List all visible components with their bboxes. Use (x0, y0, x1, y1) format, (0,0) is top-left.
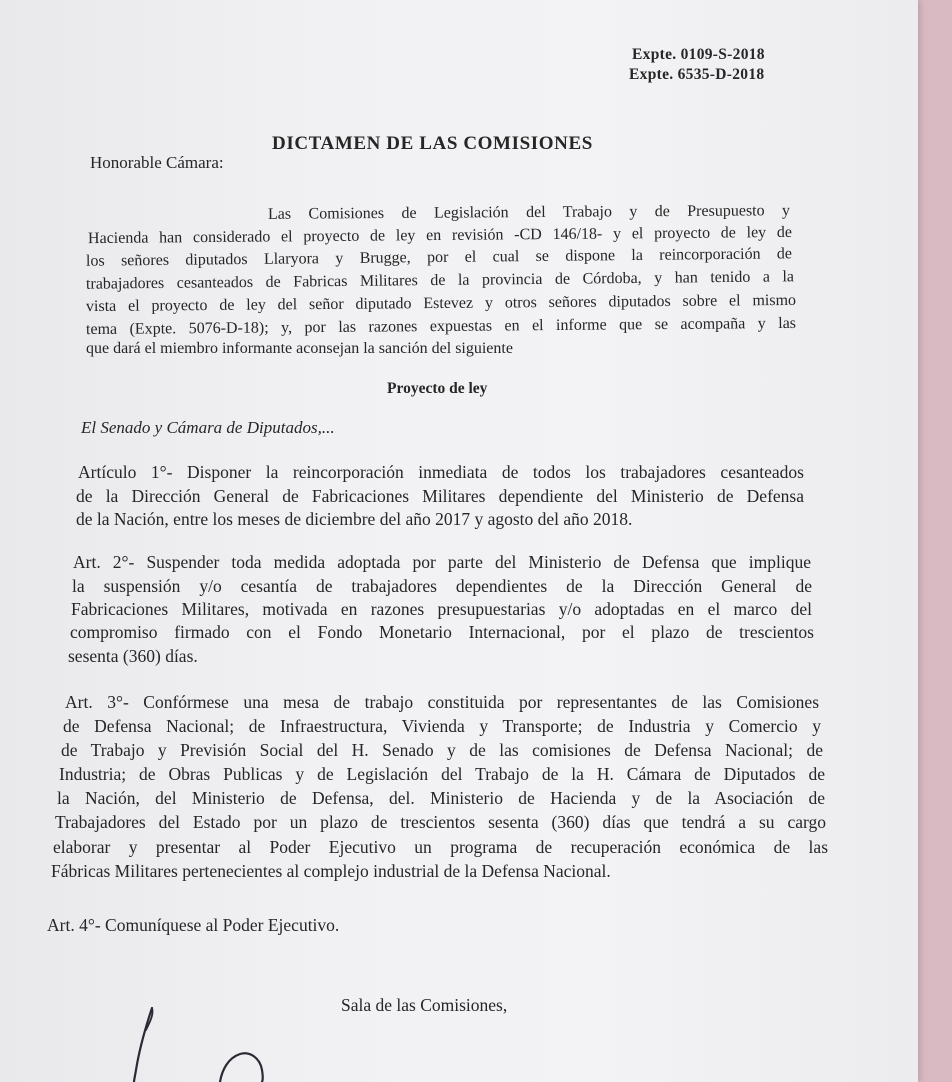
article-3-line-3: de Trabajo y Previsión Social del H. Senado y de las comisiones de Defensa Nacional; de (61, 740, 823, 760)
article-3-line-7: elaborar y presentar al Poder Ejecutivo un programa de recuperación económica de las (53, 837, 828, 857)
document-title: DICTAMEN DE LAS COMISIONES (272, 133, 593, 154)
intro-line-4: trabajadores cesanteados de Fabricas Militares de la provincia de Córdoba, y han tenido a la (85, 268, 795, 293)
intro-line-6: tema (Expte. 5076-D-18); y, por las razones expuestas en el informe que se acompaña y las (85, 314, 797, 339)
article-3-line-5: la Nación, del Ministerio de Defensa, del. Ministerio de Hacienda y de la Asociación de (57, 788, 825, 808)
expte-number-2: Expte. 6535-D-2018 (629, 66, 765, 83)
article-2-line-2: la suspensión y/o cesantía de trabajadores dependientes de la Dirección General de (72, 576, 812, 596)
preamble: El Senado y Cámara de Diputados,... (81, 418, 335, 437)
article-3-line-1: Art. 3°- Confórmese una mesa de trabajo constituida por representantes de las Comisiones (65, 692, 819, 712)
expte-number-1: Expte. 0109-S-2018 (632, 46, 765, 63)
article-2-line-4: compromiso firmado con el Fondo Monetario Internacional, por el plazo de trescientos (70, 622, 814, 642)
signature-scribble (110, 1000, 310, 1082)
article-1-line-3: de la Nación, entre los meses de diciembre del año 2017 y agosto del año 2018. (76, 509, 633, 529)
intro-line-1: Las Comisiones de Legislación del Trabajo y de Presupuesto y (267, 202, 791, 223)
article-1-line-1: Artículo 1°- Disponer la reincorporación inmediata de todos los trabajadores cesanteados (78, 462, 804, 482)
article-1-line-2: de la Dirección General de Fabricaciones Militares dependiente del Ministerio de Defensa (76, 486, 804, 506)
article-2-line-5: sesenta (360) días. (68, 646, 198, 666)
intro-line-7: que dará el miembro informante aconsejan la sanción del siguiente (86, 340, 513, 357)
article-4-line-1: Art. 4°- Comuníquese al Poder Ejecutivo. (47, 915, 340, 935)
intro-line-3: los señores diputados Llaryora y Brugge, por el cual se dispone la reincorporación de (85, 245, 793, 270)
closing-text: Sala de las Comisiones, (341, 995, 508, 1015)
intro-line-2: Hacienda han considerado el proyecto de ley en revisión -CD 146/18- y el proyecto de ley de (87, 223, 793, 248)
article-3-line-8: Fábricas Militares pertenecientes al complejo industrial de la Defensa Nacional. (51, 861, 611, 881)
article-2-line-1: Art. 2°- Suspender toda medida adoptada por parte del Ministerio de Defensa que implique (73, 552, 811, 572)
article-2-line-3: Fabricaciones Militares, motivada en razones presupuestarias y/o adoptadas en el marco del (71, 599, 812, 619)
intro-line-5: vista el proyecto de ley del señor diputado Estevez y otros señores diputados sobre el mismo (85, 291, 797, 316)
article-3-line-6: Trabajadores del Estado por un plazo de trescientos sesenta (360) días que tendrá a su cargo (55, 812, 826, 832)
article-3-line-2: de Defensa Nacional; de Infraestructura, Vivienda y Transporte; de Industria y Comercio y (63, 716, 821, 736)
salutation: Honorable Cámara: (90, 153, 224, 172)
law-project-title: Proyecto de ley (387, 380, 488, 397)
article-3-line-4: Industria; de Obras Publicas y de Legislación del Trabajo de la H. Cámara de Diputados de (59, 764, 825, 784)
